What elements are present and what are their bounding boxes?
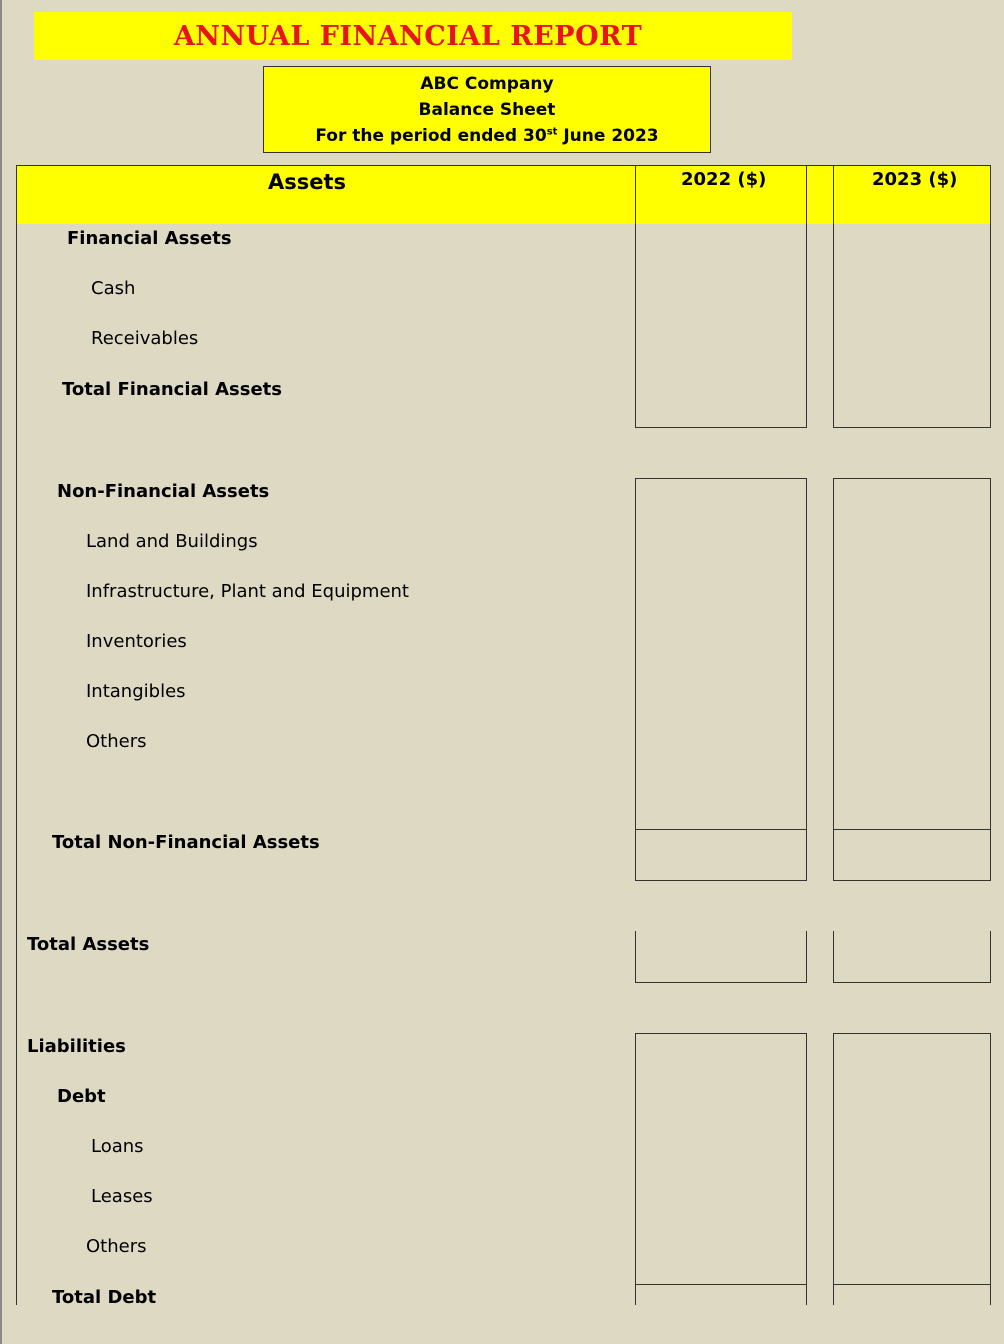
page-edge — [0, 0, 2, 1344]
row-loans: Loans — [91, 1136, 144, 1157]
li-2023-mid — [833, 1284, 991, 1285]
li-2022-top — [635, 1033, 807, 1034]
nfa-2023-bottom — [833, 880, 991, 881]
ta-2023-left — [833, 931, 834, 983]
table-header-band — [17, 166, 990, 224]
period-rest: June 2023 — [557, 126, 659, 146]
row-receivables: Receivables — [91, 328, 199, 349]
ta-2022-bottom — [635, 982, 807, 983]
nfa-2022-top — [635, 478, 807, 479]
li-2022-left — [635, 1033, 636, 1305]
statement-header — [263, 66, 711, 153]
li-2023-right — [990, 1033, 991, 1305]
row-others-nfa: Others — [86, 731, 147, 752]
row-others-debt: Others — [86, 1236, 147, 1257]
nfa-2022-right — [806, 478, 807, 880]
fa-2022-bottom — [635, 427, 807, 428]
row-total-financial-assets: Total Financial Assets — [62, 379, 282, 400]
nfa-2023-top — [833, 478, 991, 479]
li-2023-top — [833, 1033, 991, 1034]
row-inventories: Inventories — [86, 631, 187, 652]
col-2022-right-rule — [806, 166, 807, 428]
fa-2023-bottom — [833, 427, 991, 428]
li-2022-mid — [635, 1284, 807, 1285]
row-debt: Debt — [57, 1086, 106, 1107]
row-liabilities: Liabilities — [27, 1036, 126, 1057]
nfa-2023-left — [833, 478, 834, 880]
period-line — [264, 123, 710, 149]
row-financial-assets: Financial Assets — [67, 228, 232, 249]
title-banner — [34, 12, 792, 60]
report-title: ANNUAL FINANCIAL REPORT — [173, 20, 643, 52]
row-land-buildings: Land and Buildings — [86, 531, 258, 552]
assets-heading: Assets — [268, 170, 347, 194]
ta-2023-bottom — [833, 982, 991, 983]
column-2022-header: 2022 ($) — [681, 169, 767, 190]
nfa-2022-bottom — [635, 880, 807, 881]
li-2023-left — [833, 1033, 834, 1305]
nfa-2022-mid — [635, 829, 807, 830]
nfa-2022-left — [635, 478, 636, 880]
col-2023-left-rule — [833, 166, 834, 428]
row-non-financial-assets: Non-Financial Assets — [57, 481, 270, 502]
li-2022-right — [806, 1033, 807, 1305]
row-leases: Leases — [91, 1186, 153, 1207]
header-top-rule — [17, 165, 991, 166]
period-ordinal: st — [546, 126, 558, 138]
row-total-assets: Total Assets — [27, 934, 150, 955]
row-intangibles: Intangibles — [86, 681, 186, 702]
row-cash: Cash — [91, 278, 136, 299]
company-name: ABC Company — [420, 74, 554, 94]
ta-2023-right — [990, 931, 991, 983]
col-2022-left-rule — [635, 166, 636, 428]
nfa-2023-mid — [833, 829, 991, 830]
row-infrastructure: Infrastructure, Plant and Equipment — [86, 581, 409, 602]
row-total-non-financial-assets: Total Non-Financial Assets — [52, 832, 320, 853]
period-prefix: For the period ended 30 — [315, 126, 547, 146]
nfa-2023-right — [990, 478, 991, 880]
statement-name: Balance Sheet — [418, 100, 556, 120]
column-2023-header: 2023 ($) — [872, 169, 958, 190]
row-total-debt: Total Debt — [52, 1287, 157, 1308]
ta-2022-left — [635, 931, 636, 983]
col-2023-right-rule — [990, 166, 991, 428]
ta-2022-right — [806, 931, 807, 983]
